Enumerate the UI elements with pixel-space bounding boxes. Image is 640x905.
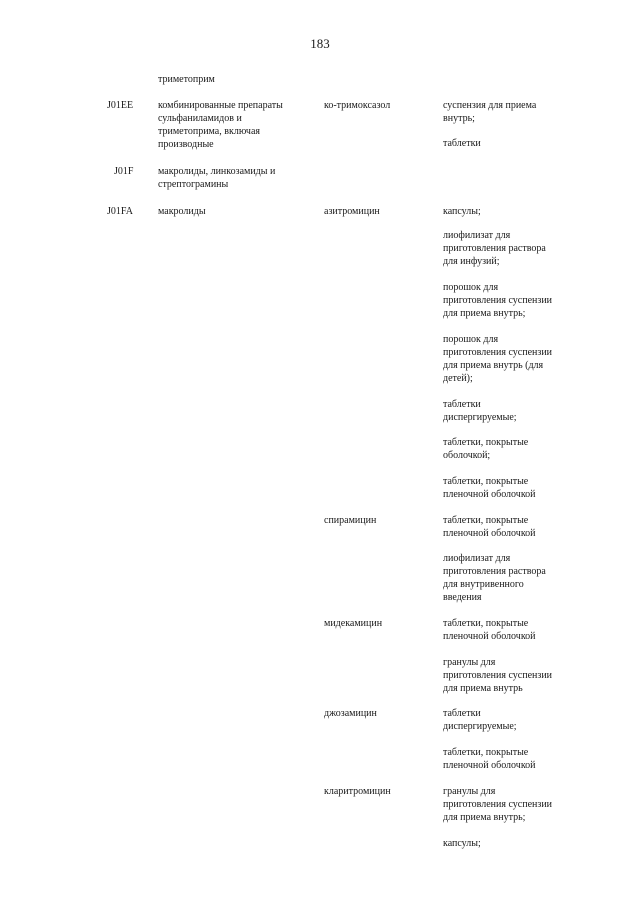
dosage-form: лиофилизат для приготовления раствора для внутривенного введения <box>443 553 546 603</box>
dosage-form: капсулы; <box>443 838 481 849</box>
dosage-form: лиофилизат для приготовления раствора для инфузий; <box>443 230 546 267</box>
atc-code: J01F <box>114 166 134 177</box>
dosage-form: таблетки диспергируемые; <box>443 708 517 732</box>
atc-description: макролиды, линкозамиды и стрептограмины <box>158 166 276 190</box>
dosage-form: таблетки, покрытые пленочной оболочкой <box>443 515 536 539</box>
dosage-form: таблетки <box>443 138 481 149</box>
dosage-form: таблетки, покрытые пленочной оболочкой <box>443 618 536 642</box>
drug-name: кларитромицин <box>324 786 391 797</box>
dosage-form: гранулы для приготовления суспензии для приема внутрь; <box>443 786 553 823</box>
atc-code: J01EE <box>107 100 134 111</box>
dosage-form: капсулы; <box>443 206 481 217</box>
page-number: 183 <box>310 36 330 51</box>
dosage-form: порошок для приготовления суспензии для приема внутрь; <box>443 282 553 319</box>
atc-description: комбинированные препараты сульфаниламидов и триметоприма, включая производные <box>158 100 283 150</box>
atc-description: макролиды <box>158 206 206 217</box>
dosage-form: суспензия для приема внутрь; <box>443 100 537 124</box>
dosage-form: таблетки, покрытые пленочной оболочкой <box>443 747 536 771</box>
dosage-form: таблетки, покрытые оболочкой; <box>443 437 529 461</box>
drug-name: азитромицин <box>324 206 380 217</box>
drug-name: джозамицин <box>324 708 377 719</box>
dosage-form: гранулы для приготовления суспензии для приема внутрь <box>443 657 553 694</box>
atc-code: J01FA <box>107 206 133 217</box>
drug-name: ко-тримоксазол <box>324 100 391 111</box>
atc-description: триметоприм <box>158 74 215 85</box>
dosage-form: таблетки диспергируемые; <box>443 399 517 423</box>
dosage-form: таблетки, покрытые пленочной оболочкой <box>443 476 536 500</box>
drug-name: спирамицин <box>324 515 377 526</box>
dosage-form: порошок для приготовления суспензии для приема внутрь (для детей); <box>443 334 553 384</box>
drug-name: мидекамицин <box>324 618 383 629</box>
